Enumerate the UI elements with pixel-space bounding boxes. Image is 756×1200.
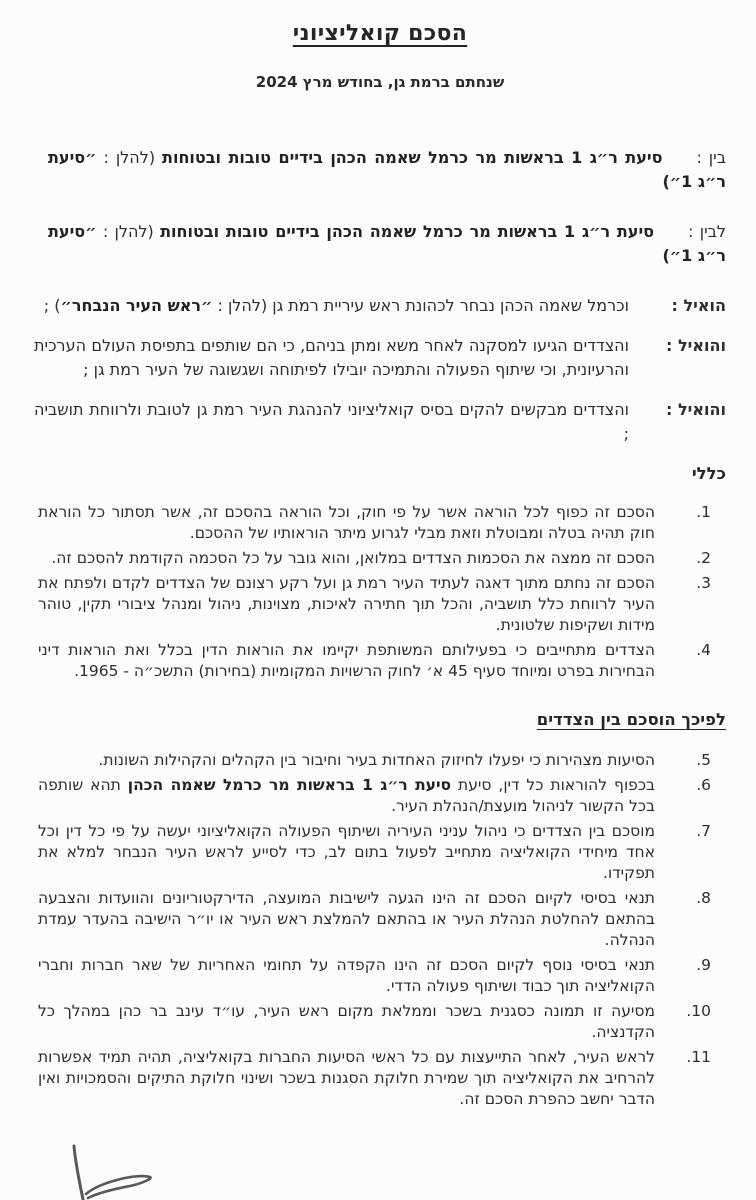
- item-number: 9.: [696, 956, 711, 974]
- whereas-text: והצדדים הגיעו למסקנה לאחר משא ומתן בניהם, כי הם שותפים בתפיסת העולם הערכית והרעיונית, וכי שיתוף הפעולה והתמיכה יובילו לפיתוחה ושגשוגה של העיר רמת גן ;: [34, 336, 629, 379]
- whereas-clause-3: [34, 398, 726, 446]
- list-item-5: [34, 750, 711, 771]
- agreed-items-list: [34, 750, 726, 1110]
- item6-faction-name: סיעת ר״ג 1 בראשות מר כרמל שאמה הכהן: [127, 776, 452, 794]
- and-between-label: לבין :: [688, 222, 727, 241]
- list-item-8: [34, 888, 711, 951]
- whereas-text: והצדדים מבקשים להקים בסיס קואליציוני להנהגת העיר רמת גן לטובת ולרווחת תושביה ;: [34, 400, 629, 443]
- item-number: 5.: [696, 751, 711, 769]
- list-item-9: [34, 955, 711, 997]
- item-number: 4.: [696, 641, 711, 659]
- whereas-label: והואיל :: [666, 400, 726, 419]
- list-item-2: [34, 548, 711, 569]
- whereas-text: [34, 294, 629, 318]
- whereas-text-suffix: ) ;: [43, 296, 61, 315]
- item-number: 3.: [696, 574, 711, 592]
- item-text: תנאי בסיסי נוסף לקיום הסכם זה הינו הקפדה על תחומי האחריות של שאר חברות וחברי הקואליציה תוך כבוד ושיתוף פעולה הדדי.: [38, 956, 655, 995]
- doc-subtitle: שנחתם ברמת גן, בחודש מרץ 2024: [255, 73, 505, 91]
- item-text: מסיעה זו תמונה כסגנית בשכר וממלאת מקום ראש העיר, עו״ד עינב בר כהן במהלך כל הקדנציה.: [38, 1002, 655, 1041]
- whereas-label: הואיל :: [671, 296, 726, 315]
- and-between-ref-prefix: (להלן :: [96, 222, 161, 241]
- item6-suffix: תהא שותפה בכל הקשור לניהול מועצת/הנהלת העיר.: [38, 776, 655, 815]
- section-header-agreed: לפיכך הוסכם בין הצדדים: [536, 710, 726, 729]
- item-number: 11.: [686, 1048, 711, 1066]
- general-items-list: [34, 502, 726, 682]
- between-label: בין :: [696, 148, 726, 167]
- elected-mayor-term: ״ראש העיר הנבחר״: [60, 296, 213, 315]
- list-item-7: [34, 821, 711, 884]
- between-party-name: סיעת ר״ג 1 בראשות מר כרמל שאמה הכהן בידיים טובות ובטוחות: [162, 148, 663, 167]
- section-header-general: כללי: [691, 464, 726, 483]
- item-text: [34, 775, 655, 817]
- item-text: הצדדים מתחייבים כי בפעילותם המשותפת יקיימו את הוראות הדין בכלל ואת הוראות דיני הבחירות בפרט ומיוחד סעיף 45 א׳ לחוק הרשויות המקומיות (בחירות) התשכ״ה - 1965.: [38, 641, 655, 680]
- item-text: הסכם זה נחתם מתוך דאגה לעתיד העיר רמת גן ועל רקע רצונם של הצדדים לקדם ולפתח את העיר לרווחת כלל תושביה, והכל תוך חתירה לאיכות, מצוינות, ניהול ומנהל ציבורי תקין, טוהר מידות ושקיפות שלטונית.: [38, 574, 655, 634]
- item-text: לראש העיר, לאחר התייעצות עם כל ראשי הסיעות החברות בקואליציה, תהיה תמיד אפשרות להרחיב את הקואליציה תוך שמירת חלוקת הסגנות בשכר ושינוי חלוקת התיקים והסמכויות ואין הדבר יחשב כהפרת הסכם זה.: [38, 1048, 655, 1108]
- signature-scribble: [40, 1142, 200, 1200]
- list-item-1: [34, 502, 711, 544]
- between-ref: ״סיעת ר״ג 1״): [48, 148, 726, 191]
- and-between-party-name: סיעת ר״ג 1 בראשות מר כרמל שאמה הכהן בידיים טובות ובטוחות: [160, 222, 655, 241]
- item-number: 8.: [696, 889, 711, 907]
- item-text: הסיעות מצהירות כי יפעלו לחיזוק האחדות בעיר וחיבור בין הקהלים והקהילות השונות.: [98, 751, 655, 769]
- item-number: 7.: [696, 822, 711, 840]
- item-text: תנאי בסיסי לקיום הסכם זה הינו הגעה לישיבות המועצה, הדירקטוריונים והוועדות והצבעה בהתאם להחלטת הנהלת העיר או בהתאם להמלצת ראש העיר או יו״ר הישיבה בהעדר עמדת הנהלה.: [38, 889, 655, 949]
- between-ref-prefix: (להלן :: [96, 148, 163, 167]
- party-between-paragraph: [34, 146, 726, 194]
- item-text: מוסכם בין הצדדים כי ניהול עניני העיריה ושיתוף הפעולה הקואליציוני יעשה על פי כל דין וכל אחד מיחידי הקואליציה מתחייב לפעול בתום לב, כדי לסייע לראש העיר הנבחר למלא את תפקידו.: [38, 822, 655, 882]
- whereas-clause-1: [34, 294, 726, 318]
- party-and-between-paragraph: [34, 220, 726, 268]
- item-number: 1.: [696, 503, 711, 521]
- whereas-clause-2: [34, 334, 726, 382]
- whereas-label: והואיל :: [666, 336, 726, 355]
- list-item-6: [34, 775, 711, 817]
- list-item-11: [34, 1047, 711, 1110]
- list-item-10: [34, 1001, 711, 1043]
- doc-title: הסכם קואליציוני: [292, 21, 468, 46]
- item-number: 2.: [696, 549, 711, 567]
- item-number: 10.: [686, 1002, 711, 1020]
- list-item-3: [34, 573, 711, 636]
- item-text: הסכם זה ממצה את הסכמות הצדדים במלואן, והוא גובר על כל הסכמה הקודמת להסכם זה.: [51, 549, 655, 567]
- and-between-ref: ״סיעת ר״ג 1״): [48, 222, 726, 265]
- item-number: 6.: [696, 776, 711, 794]
- whereas-text-prefix: וכרמל שאמה הכהן נבחר לכהונת ראש עיריית רמת גן (להלן :: [212, 296, 629, 315]
- list-item-4: [34, 640, 711, 682]
- item6-prefix: בכפוף להוראות כל דין, סיעת: [451, 776, 655, 794]
- item-text: הסכם זה כפוף לכל הוראה אשר על פי חוק, וכל הוראה בהסכם זה, אשר תסתור כל הוראת חוק תהיה בטלה ומבוטלת וזאת מבלי לגרוע מיתר הוראותיו של ההסכם.: [38, 503, 655, 542]
